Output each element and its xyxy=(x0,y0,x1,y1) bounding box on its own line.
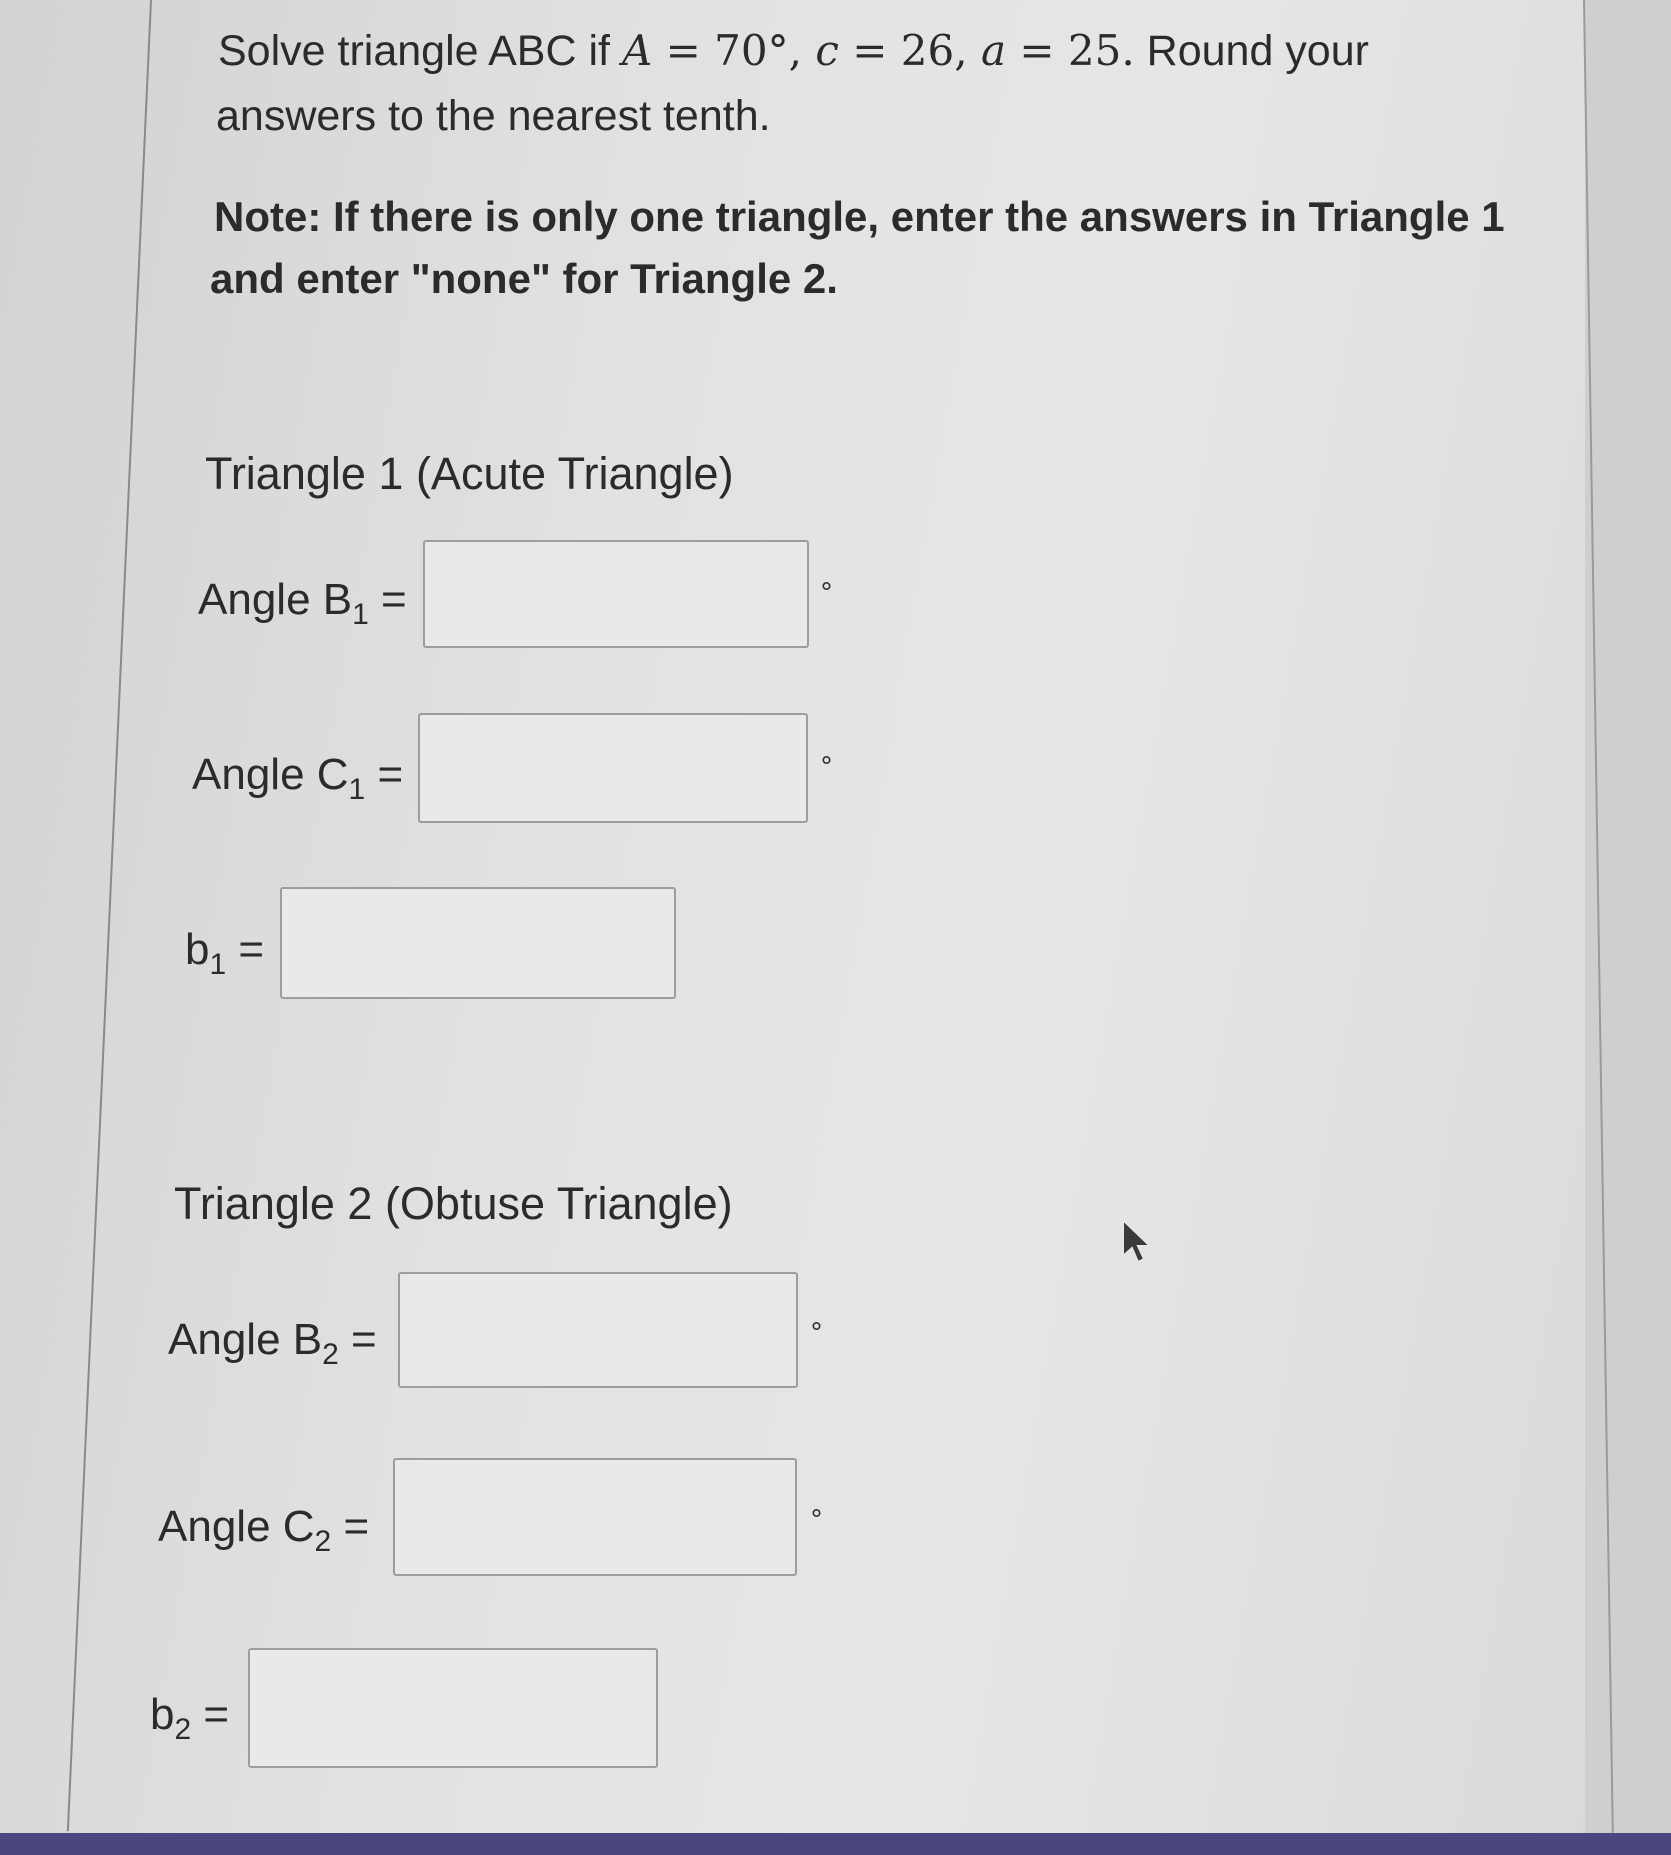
side-b1-label: $b_1$ = xyxy=(185,925,265,981)
var-a: a xyxy=(980,26,1006,75)
side-b2-label: $b_2$ = xyxy=(150,1690,230,1746)
question-line-2: answers to the nearest tenth. xyxy=(216,92,771,140)
angle-b2-degree-unit: ° xyxy=(810,1318,823,1348)
triangle1-heading: Triangle 1 (Acute Triangle) xyxy=(205,448,734,499)
given-values: A = 70°, c = 26, a = 25. xyxy=(621,26,1135,75)
angle-b1-label: Angle $B_1$ = xyxy=(198,575,407,631)
mouse-pointer-icon xyxy=(1120,1218,1154,1266)
var-A: A xyxy=(621,26,653,75)
question-line-1 xyxy=(218,26,1369,75)
angle-c1-degree-unit: ° xyxy=(820,752,833,782)
note-line-2: and enter "none" for Triangle 2. xyxy=(210,255,838,302)
note-line-1: Note: If there is only one triangle, enter the answers in Triangle 1 xyxy=(214,193,1505,240)
angle-c1-input[interactable] xyxy=(418,713,808,823)
value-c: = 26, xyxy=(852,26,968,75)
angle-c1-label: Angle $C_1$ = xyxy=(192,750,404,806)
side-b1-input[interactable] xyxy=(280,887,676,999)
bottom-bar xyxy=(0,1833,1671,1855)
side-b2-input[interactable] xyxy=(248,1648,658,1768)
angle-b2-label: Angle $B_2$ = xyxy=(168,1315,377,1371)
angle-b2-input[interactable] xyxy=(398,1272,798,1388)
angle-c2-degree-unit: ° xyxy=(810,1505,823,1535)
angle-b1-degree-unit: ° xyxy=(820,578,833,608)
value-a: = 25. xyxy=(1019,26,1135,75)
value-A: = 70° xyxy=(665,26,789,75)
angle-c2-label: Angle $C_2$ = xyxy=(158,1502,370,1558)
question-intro: Solve triangle ABC if xyxy=(218,27,622,75)
var-c: c xyxy=(815,26,839,75)
angle-c2-input[interactable] xyxy=(393,1458,797,1576)
content-left-border xyxy=(67,0,152,1831)
angle-b1-input[interactable] xyxy=(423,540,809,648)
question-instruction: Round your xyxy=(1146,27,1369,75)
triangle2-heading: Triangle 2 (Obtuse Triangle) xyxy=(174,1178,733,1229)
